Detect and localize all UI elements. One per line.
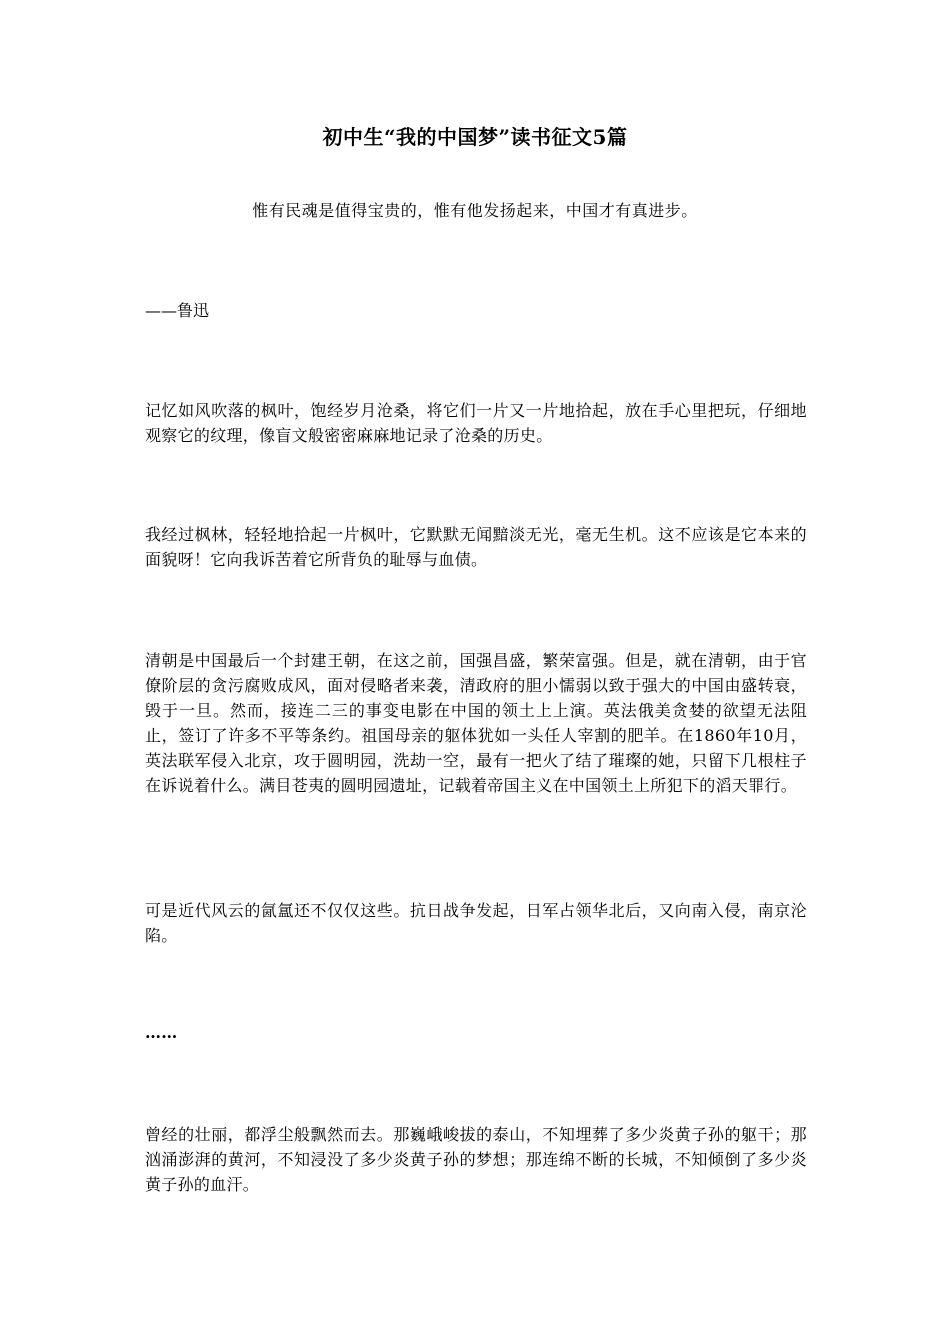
paragraph-maple-forest: 我经过枫林，轻轻地拾起一片枫叶，它默默无闻黯淡无光，毫无生机。这不应该是它本来的面貌呀！它向我诉苦着它所背负的耻辱与血债。 — [145, 525, 807, 569]
document-title: 初中生“我的中国梦”读书征文5篇 — [322, 125, 628, 149]
paragraph-qing-dynasty: 清朝是中国最后一个封建王朝，在这之前，国强昌盛，繁荣富强。但是，就在清朝，由于官僚阶层的贪污腐败成风，面对侵略者来袭，清政府的胆小懦弱以致于强大的中国由盛转衰，毁于一旦。然而，接连二三的事变电影在中国的领土上上演。英法俄美贪婪的欲望无法阻止，签订了许多不平等条约。祖国母亲的躯体犹如一头任人宰割的肥羊。在1860年10月，英法联军侵入北京，攻于圆明园，洗劫一空，最有一把火了结了璀璨的她，只留下几根柱子在诉说着什么。满目苍夷的圆明园遗址，记载着帝国主义在中国领土上所犯下的滔天罪行。 — [145, 651, 807, 795]
paragraph-war: 可是近代风云的氤氲还不仅仅这些。抗日战争发起，日军占领华北后，又向南入侵，南京沦陷。 — [145, 901, 807, 945]
epigraph-attribution: ——鲁迅 — [145, 301, 210, 320]
paragraph-memory: 记忆如风吹落的枫叶，饱经岁月沧桑，将它们一片又一片地拾起，放在手心里把玩，仔细地观察它的纹理，像盲文般密密麻麻地记录了沧桑的历史。 — [145, 401, 807, 445]
paragraph-ellipsis: …… — [145, 1023, 178, 1042]
epigraph-quote: 惟有民魂是值得宝贵的，惟有他发扬起来，中国才有真进步。 — [252, 201, 698, 220]
paragraph-former-glory: 曾经的壮丽，都浮尘般飘然而去。那巍峨峻拔的泰山，不知埋葬了多少炎黄子孙的躯干；那汹涌澎湃的黄河，不知浸没了多少炎黄子孙的梦想；那连绵不断的长城，不知倾倒了多少炎黄子孙的血汗。 — [145, 1125, 807, 1194]
